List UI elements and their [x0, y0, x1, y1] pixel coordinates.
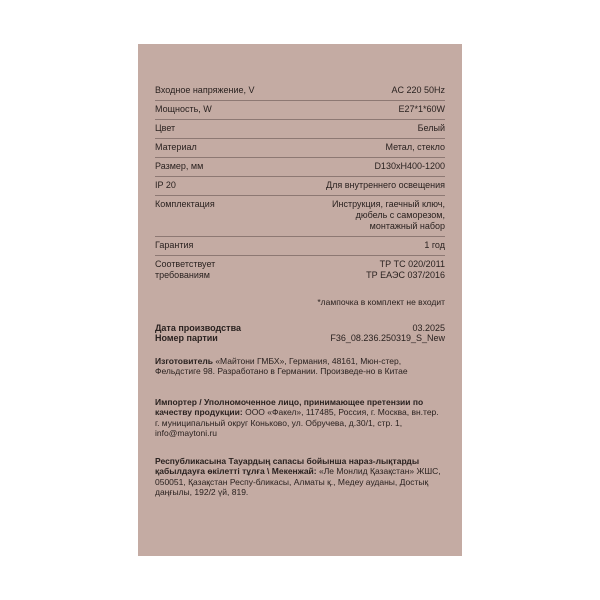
spec-value: Белый: [417, 123, 445, 133]
batch-value: F36_08.236.250319_S_New: [330, 333, 445, 343]
spec-row-warranty: [155, 236, 445, 255]
production-date-value: 03.2025: [412, 323, 445, 333]
spec-row-voltage: [155, 82, 445, 100]
spec-value: 1 год: [424, 240, 445, 250]
spec-row-ip: [155, 176, 445, 195]
spec-value: Для внутреннего освещения: [325, 180, 445, 190]
spec-label: Материал: [155, 142, 197, 152]
production-date-label: Дата производства: [155, 323, 241, 333]
kazakhstan-title: Республикасына Тауардың сапасы бойынша нараз-лықтарды қабылдауға өкілетті тұлға \ Мекенжай:: [155, 456, 420, 477]
production-info: [155, 323, 445, 343]
batch-label: Номер партии: [155, 333, 218, 343]
spec-label: Размер, мм: [155, 161, 204, 171]
spec-row-color: [155, 119, 445, 138]
spec-label: IP 20: [155, 180, 176, 190]
production-date-row: [155, 323, 445, 333]
spec-value: ТР ТС 020/2011 ТР ЕАЭС 037/2016: [366, 259, 445, 280]
spec-value: E27*1*60W: [398, 104, 445, 114]
product-label-card: [138, 44, 462, 556]
spec-label: Цвет: [155, 123, 176, 133]
spec-label: Комплектация: [155, 199, 215, 209]
spec-row-power: [155, 100, 445, 119]
spec-row-material: [155, 138, 445, 157]
manufacturer-title: Изготовитель: [155, 356, 213, 366]
manufacturer-paragraph: [155, 356, 445, 377]
spec-label: Гарантия: [155, 240, 194, 250]
kazakhstan-paragraph: [155, 456, 445, 498]
spec-value: Инструкция, гаечный ключ, дюбель с саморезом, монтажный набор: [332, 199, 445, 231]
lamp-note: *лампочка в комплект не входит: [317, 297, 445, 307]
spec-label: Входное напряжение, V: [155, 85, 255, 95]
spec-row-kit: [155, 195, 445, 236]
importer-title: Импортер / Уполномоченное лицо, принимающее претензии по качеству продукции:: [155, 397, 424, 418]
spec-row-size: [155, 157, 445, 176]
spec-value: D130xH400-1200: [374, 161, 445, 171]
spec-row-compliance: [155, 255, 445, 285]
spec-label: Мощность, W: [155, 104, 212, 114]
spec-table: [155, 82, 445, 285]
spec-value: AC 220 50Hz: [391, 85, 445, 95]
spec-label: Соответствует требованиям: [155, 259, 216, 280]
manufacturer-text: «Майтони ГМБХ», Германия, 48161, Мюн-стер, Фельдстиге 98. Разработано в Германии. Произведе-но в Китае: [155, 356, 408, 377]
batch-row: [155, 333, 445, 343]
spec-value: Метал, стекло: [385, 142, 445, 152]
kazakhstan-text: «Ле Монлид Қазақстан» ЖШС, 050051, Қазақстан Респу-бликасы, Алматы қ., Медеу ауданы, Достық даңғылы, 192/2 үй, 819.: [155, 466, 441, 498]
importer-text: ООО «Факел», 117485, Россия, г. Москва, вн.тер. г. муниципальный округ Коньково, ул. Обручева, д.30/1, стр. 1, info@maytoni.ru: [155, 407, 439, 439]
importer-paragraph: [155, 397, 445, 439]
